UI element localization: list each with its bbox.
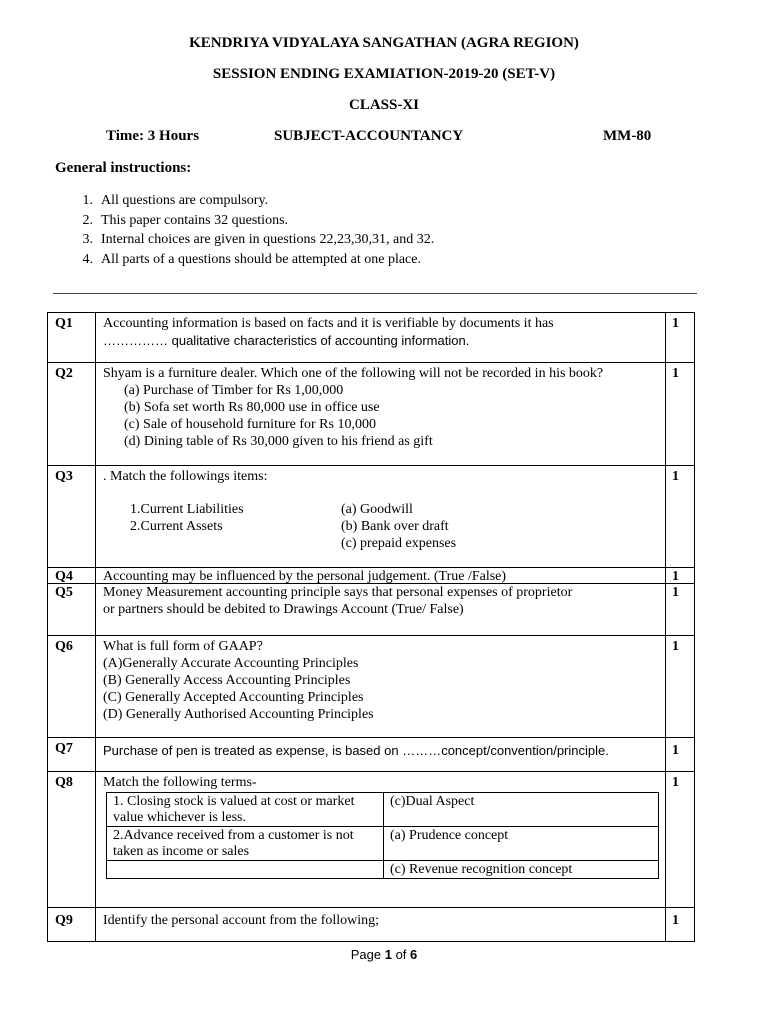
question-text: Identify the personal account from the following;: [96, 908, 666, 941]
instruction-item: 4. All parts of a questions should be attempted at one place.: [82, 251, 421, 267]
question-row-q7: [48, 738, 695, 772]
question-number: Q1: [48, 313, 96, 362]
question-row-q4: [48, 568, 695, 584]
question-marks: 1: [666, 584, 695, 635]
options-list: (a) Purchase of Timber for Rs 1,00,000 (b) Sofa set worth Rs 80,000 use in office use (c) Sale of household furniture for Rs 10,000 (d) Dining table of Rs 30,000 given to his friend as gift: [124, 383, 433, 449]
question-text: . Match the followings items: 1.Current Liabilities 2.Current Assets (a) Goodwill (b) Bank over draft (c) prepaid expenses: [96, 466, 666, 567]
class-title: CLASS-XI: [348, 97, 420, 113]
question-number: Q2: [48, 363, 96, 465]
table-row: (c) Revenue recognition concept: [107, 861, 659, 879]
exam-title: SESSION ENDING EXAMIATION-2019-20 (SET-V): [212, 66, 556, 82]
table-row: 1. Closing stock is valued at cost or market value whichever is less. (c)Dual Aspect: [107, 793, 659, 827]
question-marks: 1: [666, 568, 695, 583]
question-marks: 1: [666, 908, 695, 941]
question-number: Q4: [48, 568, 96, 583]
instruction-item: 1. All questions are compulsory.: [82, 193, 269, 208]
question-row-q3: [48, 466, 695, 568]
instruction-item: 3. Internal choices are given in questions 22,23,30,31, and 32.: [82, 232, 435, 247]
question-marks: 1: [666, 738, 695, 771]
table-row: 2.Advance received from a customer is not taken as income or sales (a) Prudence concept: [107, 827, 659, 861]
instructions-heading: General instructions:: [55, 160, 192, 176]
question-row-q1: [48, 313, 695, 363]
org-title: KENDRIYA VIDYALAYA SANGATHAN (AGRA REGION): [189, 35, 579, 51]
question-text: What is full form of GAAP? (A)Generally Accurate Accounting Principles (B) Generally Access Accounting Principles (C) Generally Accepted Accounting Principles (D) Generally Authorised Accounting Principles: [96, 636, 666, 737]
question-row-q5: [48, 584, 695, 636]
time-label: Time: 3 Hours: [106, 128, 200, 144]
question-text: Accounting information is based on facts and it is verifiable by documents it has …………… qualitative characteristics of accounting information.: [96, 313, 666, 362]
instructions-list: [55, 191, 434, 269]
question-number: Q3: [48, 466, 96, 567]
match-items: 1.Current Liabilities 2.Current Assets (a) Goodwill (b) Bank over draft (c) prepaid expenses: [130, 502, 457, 551]
max-marks-label: MM-80: [603, 128, 652, 144]
question-marks: 1: [666, 363, 695, 465]
question-text: Money Measurement accounting principle says that personal expenses of proprietor or partners should be debited to Drawings Account (True/ False): [96, 584, 666, 635]
page-footer: Page 1 of 6: [350, 947, 418, 962]
question-number: Q8: [48, 772, 96, 907]
question-row-q6: [48, 636, 695, 738]
question-text: Purchase of pen is treated as expense, is based on ………concept/convention/principle.: [96, 738, 666, 771]
questions-table: [47, 312, 695, 942]
question-row-q8: [48, 772, 695, 908]
question-row-q2: [48, 363, 695, 466]
question-text: Shyam is a furniture dealer. Which one of the following will not be recorded in his book? (a) Purchase of Timber for Rs 1,00,000 (b) Sofa set worth Rs 80,000 use in office use (c) Sale of household furniture for Rs 10,000 (d) Dining table of Rs 30,000 given to his friend as gift: [96, 363, 666, 465]
match-terms-table: [106, 792, 659, 879]
instruction-item: 2. This paper contains 32 questions.: [82, 212, 289, 228]
subject-label: SUBJECT-ACCOUNTANCY: [274, 128, 464, 144]
question-text: Accounting may be influenced by the personal judgement. (True /False): [96, 568, 666, 583]
question-text: Match the following terms- 1. Closing stock is valued at cost or market value whichever is less. (c)Dual Aspect 2.Advance received from a customer is not taken as income or sales (a) Prudence concept (c) Revenue recognition concept: [96, 772, 666, 907]
question-marks: 1: [666, 636, 695, 737]
question-row-q9: [48, 908, 695, 942]
question-marks: 1: [666, 313, 695, 362]
question-number: Q7: [48, 738, 96, 771]
question-number: Q5: [48, 584, 96, 635]
question-number: Q9: [48, 908, 96, 941]
question-number: Q6: [48, 636, 96, 737]
separator-line: [53, 293, 697, 294]
question-marks: 1: [666, 772, 695, 907]
question-marks: 1: [666, 466, 695, 567]
